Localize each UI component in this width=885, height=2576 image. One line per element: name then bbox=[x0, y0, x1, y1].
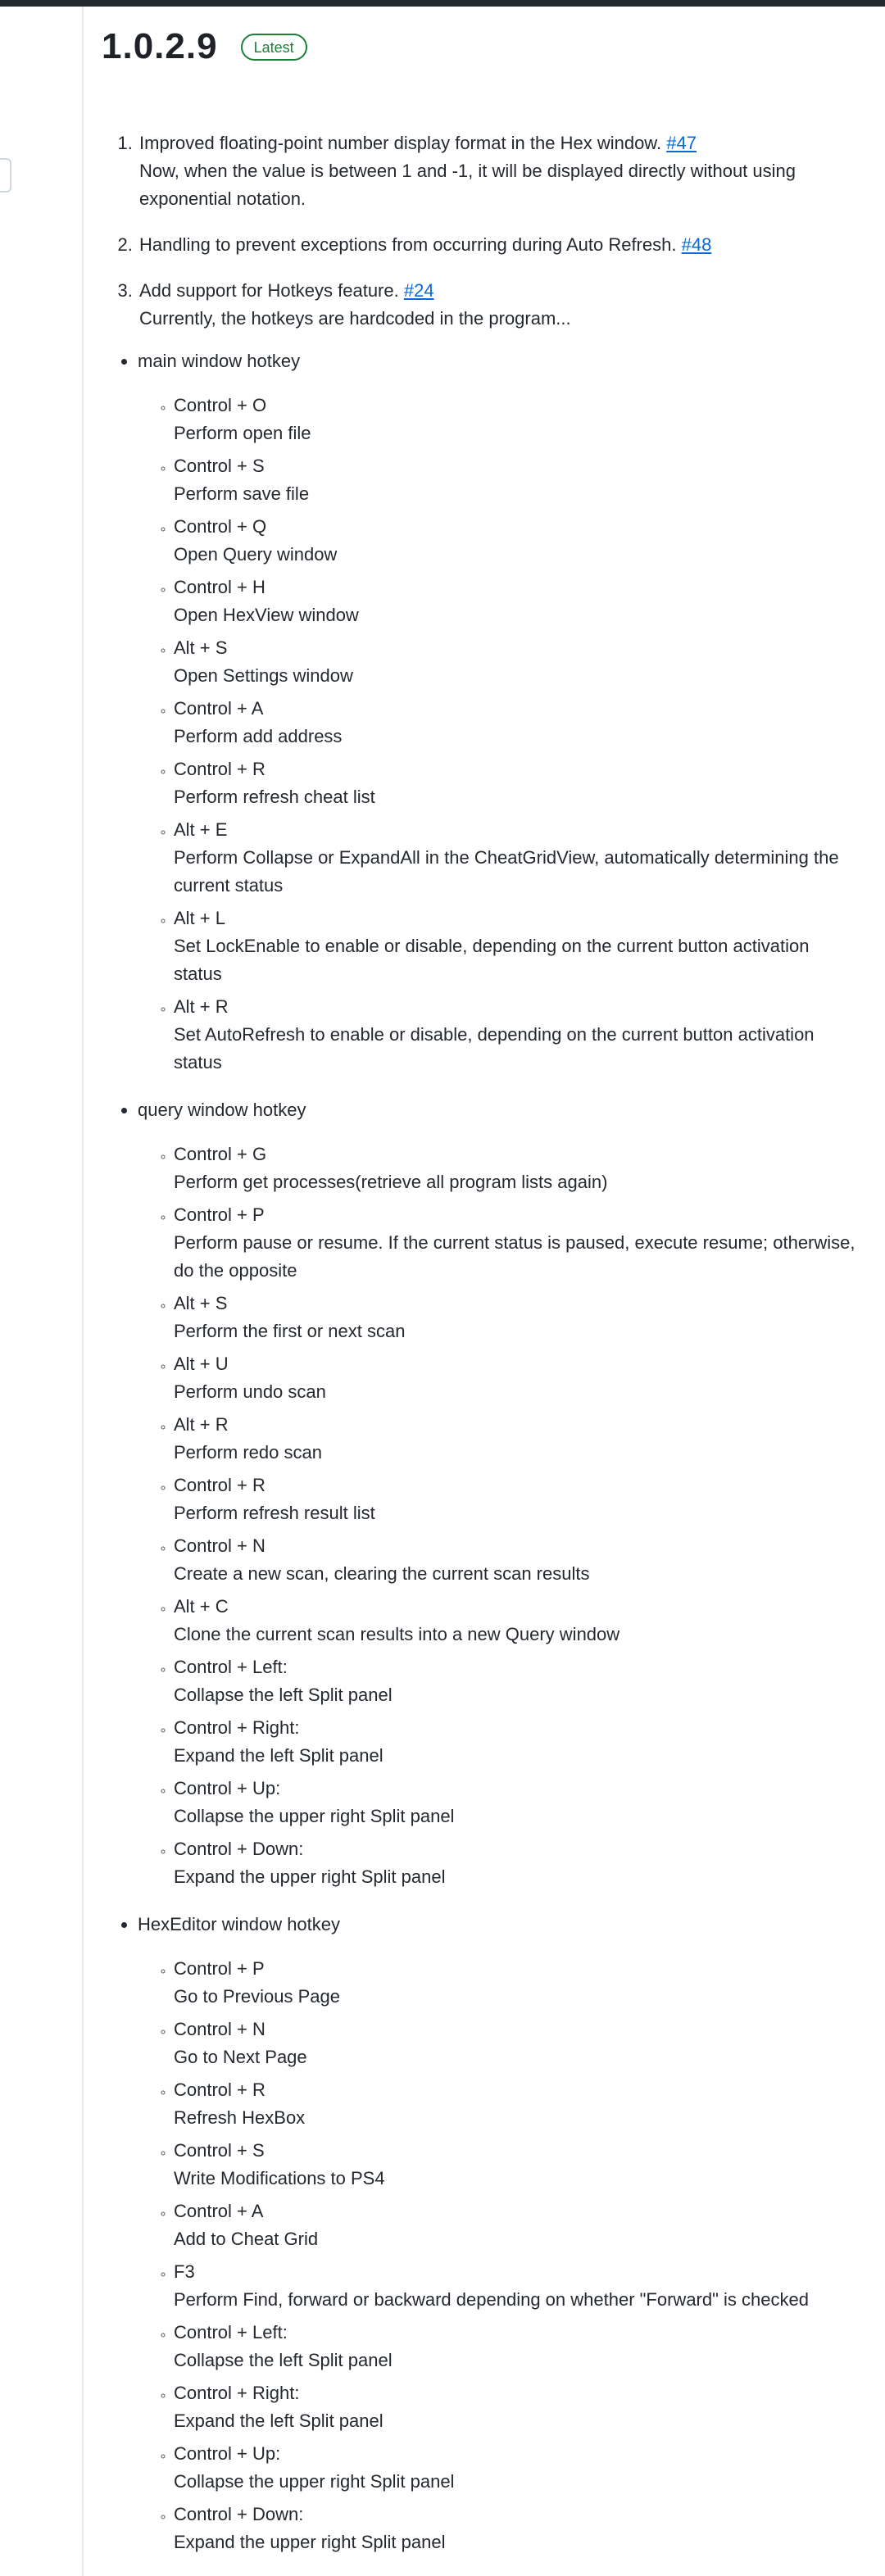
hotkey-item bbox=[174, 1955, 862, 2011]
hotkey-combo: ◦ Control + Left: bbox=[174, 2322, 288, 2342]
left-sidebar bbox=[0, 7, 84, 2576]
change-text: Improved floating-point number display format in the Hex window. bbox=[139, 133, 662, 153]
hotkey-list bbox=[138, 392, 862, 1077]
hotkey-combo: ◦ Control + S bbox=[174, 2140, 265, 2161]
hotkey-combo: ◦ Alt + S bbox=[174, 1293, 228, 1313]
hotkey-combo: ◦ Alt + R bbox=[174, 996, 229, 1017]
hotkey-action: Perform refresh result list bbox=[174, 1503, 375, 1523]
hotkey-combo: ◦ Control + H bbox=[174, 577, 266, 597]
hotkey-item bbox=[174, 2379, 862, 2435]
hotkey-item bbox=[174, 1350, 862, 1406]
release-version-title: 1.0.2.9 bbox=[102, 26, 218, 66]
hotkey-combo: ◦ Alt + E bbox=[174, 819, 228, 840]
hotkey-action: Collapse the left Split panel bbox=[174, 1685, 393, 1705]
change-item bbox=[138, 231, 862, 259]
hotkey-combo: ◦ F3 bbox=[174, 2261, 195, 2282]
release-notes bbox=[84, 129, 862, 2576]
hotkey-combo: ◦ Control + N bbox=[174, 1535, 266, 1556]
hotkey-combo: ◦ Control + Right: bbox=[174, 2383, 300, 2403]
hotkey-item bbox=[174, 2076, 862, 2132]
hotkey-action: Perform Collapse or ExpandAll in the CheatGridView, automatically determining the current status bbox=[174, 847, 839, 896]
hotkey-group-title: • main window hotkey bbox=[138, 351, 301, 371]
hotkey-action: Expand the left Split panel bbox=[174, 1745, 384, 1766]
hotkey-combo: ◦ Control + A bbox=[174, 698, 264, 719]
hotkey-action: Go to Next Page bbox=[174, 2047, 307, 2067]
hotkey-combo: ◦ Control + N bbox=[174, 2019, 266, 2039]
hotkey-combo: ◦ Control + Q bbox=[174, 516, 267, 537]
hotkey-combo: ◦ Alt + S bbox=[174, 637, 228, 658]
hotkey-combo: ◦ Alt + R bbox=[174, 1414, 229, 1435]
hotkey-item bbox=[174, 1835, 862, 1891]
hotkey-action: Create a new scan, clearing the current scan results bbox=[174, 1563, 590, 1584]
issue-link[interactable]: #24 bbox=[403, 280, 434, 301]
hotkey-action: Open Query window bbox=[174, 544, 338, 565]
hotkey-item bbox=[174, 993, 862, 1077]
change-description: Now, when the value is between 1 and -1, it will be displayed directly without using exponential notation. bbox=[139, 161, 796, 209]
hotkey-combo: ◦ Control + A bbox=[174, 2201, 264, 2221]
hotkey-group bbox=[138, 1911, 862, 2556]
hotkey-list bbox=[138, 1141, 862, 1891]
hotkey-item bbox=[174, 1290, 862, 1345]
hotkey-combo: ◦ Control + R bbox=[174, 1475, 266, 1495]
hotkey-item bbox=[174, 2501, 862, 2556]
hotkey-item bbox=[174, 695, 862, 751]
hotkey-action: Perform Find, forward or backward depending on whether "Forward" is checked bbox=[174, 2289, 809, 2310]
hotkey-action: Perform save file bbox=[174, 483, 310, 504]
hotkey-action: Perform refresh cheat list bbox=[174, 787, 375, 807]
hotkey-action: Open HexView window bbox=[174, 605, 359, 625]
hotkey-list bbox=[138, 1955, 862, 2556]
hotkey-action: Set AutoRefresh to enable or disable, depending on the current button activation status bbox=[174, 1024, 815, 1073]
hotkey-item bbox=[174, 452, 862, 508]
hotkey-combo: ◦ Alt + L bbox=[174, 908, 225, 928]
hotkey-action: Perform get processes(retrieve all program lists again) bbox=[174, 1172, 608, 1192]
hotkey-item bbox=[174, 634, 862, 690]
change-description: Currently, the hotkeys are hardcoded in the program... bbox=[139, 308, 571, 329]
hotkey-group bbox=[138, 347, 862, 1077]
hotkey-item bbox=[174, 1714, 862, 1770]
hotkey-combo: ◦ Control + Up: bbox=[174, 2443, 281, 2464]
hotkey-action: Perform redo scan bbox=[174, 1442, 322, 1463]
latest-badge: Latest bbox=[241, 34, 307, 61]
hotkey-action: Go to Previous Page bbox=[174, 1986, 341, 2007]
hotkey-group-title: • query window hotkey bbox=[138, 1100, 306, 1120]
hotkey-action: Collapse the upper right Split panel bbox=[174, 2471, 455, 2492]
changes-list bbox=[84, 129, 862, 333]
hotkey-combo: ◦ Control + R bbox=[174, 759, 266, 779]
hotkey-action: Perform open file bbox=[174, 423, 311, 443]
hotkey-item bbox=[174, 1593, 862, 1649]
hotkey-combo: ◦ Control + G bbox=[174, 1144, 267, 1164]
hotkey-item bbox=[174, 2197, 862, 2253]
hotkey-combo: ◦ Control + Up: bbox=[174, 1778, 281, 1798]
issue-link[interactable]: #47 bbox=[666, 133, 697, 153]
hotkey-item bbox=[174, 392, 862, 447]
hotkey-action: Collapse the left Split panel bbox=[174, 2350, 393, 2370]
hotkey-combo: ◦ Control + Left: bbox=[174, 1657, 288, 1677]
change-item bbox=[138, 129, 862, 213]
hotkey-item bbox=[174, 1201, 862, 1285]
hotkey-action: Expand the left Split panel bbox=[174, 2410, 384, 2431]
hotkey-action: Collapse the upper right Split panel bbox=[174, 1806, 455, 1826]
hotkey-combo: ◦ Control + P bbox=[174, 1204, 265, 1225]
sidebar-toggle-tab[interactable] bbox=[0, 158, 11, 193]
hotkey-combo: ◦ Control + Down: bbox=[174, 1839, 304, 1859]
hotkey-item bbox=[174, 2440, 862, 2496]
hotkey-action: Clone the current scan results into a new Query window bbox=[174, 1624, 620, 1644]
hotkey-group bbox=[138, 1096, 862, 1891]
hotkey-item bbox=[174, 1411, 862, 1467]
release-header bbox=[102, 26, 307, 67]
hotkey-item bbox=[174, 2016, 862, 2071]
hotkey-action: Expand the upper right Split panel bbox=[174, 1866, 446, 1887]
hotkey-item bbox=[174, 1653, 862, 1709]
hotkey-item bbox=[174, 1141, 862, 1196]
hotkey-combo: ◦ Control + Down: bbox=[174, 2504, 304, 2524]
hotkey-combo: ◦ Alt + U bbox=[174, 1354, 229, 1374]
hotkey-action: Open Settings window bbox=[174, 665, 353, 686]
hotkey-action: Perform the first or next scan bbox=[174, 1321, 406, 1341]
hotkey-item bbox=[174, 2319, 862, 2374]
hotkey-combo: ◦ Control + S bbox=[174, 456, 265, 476]
hotkey-item bbox=[174, 1532, 862, 1588]
hotkey-item bbox=[174, 513, 862, 569]
hotkey-item bbox=[174, 816, 862, 900]
hotkey-group-title: • HexEditor window hotkey bbox=[138, 1914, 341, 1934]
hotkey-item bbox=[174, 1472, 862, 1527]
hotkey-action: Add to Cheat Grid bbox=[174, 2229, 319, 2249]
hotkey-item bbox=[174, 755, 862, 811]
change-text: Handling to prevent exceptions from occurring during Auto Refresh. bbox=[139, 234, 677, 255]
issue-link[interactable]: #48 bbox=[681, 234, 712, 255]
hotkey-item bbox=[174, 1775, 862, 1830]
hotkey-item bbox=[174, 905, 862, 988]
hotkey-combo: ◦ Alt + C bbox=[174, 1596, 229, 1617]
hotkey-combo: ◦ Control + R bbox=[174, 2079, 266, 2100]
hotkey-combo: ◦ Control + O bbox=[174, 395, 267, 415]
hotkey-combo: ◦ Control + P bbox=[174, 1958, 265, 1979]
hotkey-action: Expand the upper right Split panel bbox=[174, 2532, 446, 2552]
hotkey-item bbox=[174, 574, 862, 629]
change-item bbox=[138, 277, 862, 333]
hotkey-action: Set LockEnable to enable or disable, depending on the current button activation status bbox=[174, 936, 810, 984]
hotkey-groups bbox=[84, 347, 862, 2556]
hotkey-combo: ◦ Control + Right: bbox=[174, 1717, 300, 1738]
hotkey-item bbox=[174, 2137, 862, 2193]
hotkey-action: Perform pause or resume. If the current status is paused, execute resume; otherwise, do the opposite bbox=[174, 1232, 856, 1281]
hotkey-action: Refresh HexBox bbox=[174, 2107, 306, 2128]
change-text: Add support for Hotkeys feature. bbox=[139, 280, 399, 301]
hotkey-action: Perform undo scan bbox=[174, 1381, 326, 1402]
top-bar bbox=[0, 0, 885, 7]
hotkey-action: Perform add address bbox=[174, 726, 343, 746]
hotkey-item bbox=[174, 2258, 862, 2314]
hotkey-action: Write Modifications to PS4 bbox=[174, 2168, 385, 2188]
